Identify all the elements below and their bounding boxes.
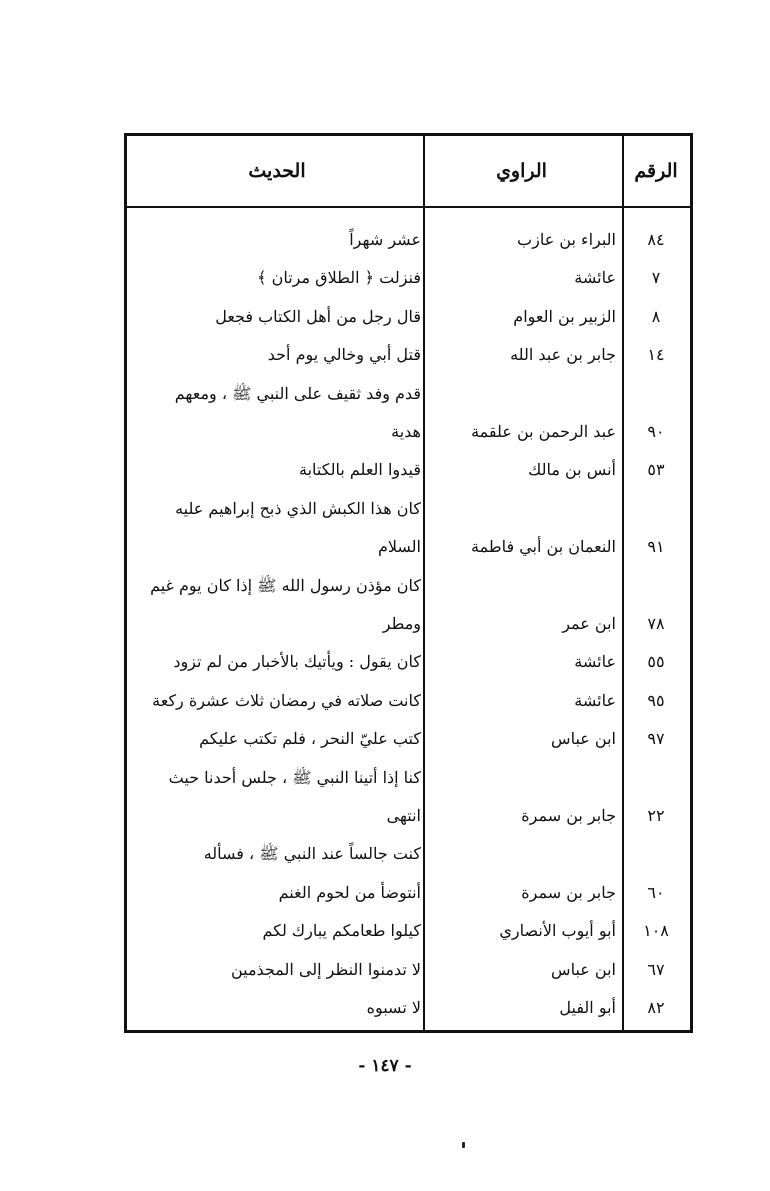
narrator-name: عائشة bbox=[574, 690, 616, 710]
hadith-number: ٩٧ bbox=[647, 729, 665, 749]
table-row bbox=[127, 835, 690, 873]
hadith-text: كانت صلاته في رمضان ثلاث عشرة ركعة bbox=[152, 690, 421, 710]
header-divider bbox=[127, 206, 690, 208]
hadith-number: ٥٣ bbox=[647, 460, 665, 480]
hadith-number bbox=[624, 490, 688, 528]
hadith-number bbox=[624, 759, 688, 797]
hadith-number: ٧٨ bbox=[647, 614, 665, 633]
table-row bbox=[127, 605, 690, 643]
table-row bbox=[127, 797, 690, 835]
hadith-number: ٥٥ bbox=[647, 652, 665, 672]
table-row bbox=[127, 259, 690, 297]
narrator-name: البراء بن عازب bbox=[517, 230, 616, 249]
narrator-name: أبو أيوب الأنصاري bbox=[499, 921, 616, 941]
hadith-text: كان هذا الكبش الذي ذبح إبراهيم عليه bbox=[175, 498, 421, 518]
table-row bbox=[127, 912, 690, 950]
narrator-name: ابن عباس bbox=[551, 729, 616, 749]
hadith-number: ٩٥ bbox=[647, 690, 665, 710]
table-row bbox=[127, 413, 690, 451]
hadith-text: كان مؤذن رسول الله ﷺ إذا كان يوم غيم bbox=[150, 575, 421, 595]
hadith-text: قدم وفد ثقيف على النبي ﷺ ، ومعهم bbox=[174, 383, 421, 403]
page-number: - ١٤٧ - bbox=[358, 1056, 412, 1076]
hadith-text: كيلوا طعامكم يبارك لكم bbox=[262, 921, 421, 941]
hadith-text: كنا إذا أتينا النبي ﷺ ، جلس أحدنا حيث bbox=[168, 767, 421, 787]
hadith-text: كان يقول : ويأتيك بالأخبار من لم تزود bbox=[173, 652, 421, 672]
hadith-text: انتهى bbox=[386, 806, 421, 825]
table-row bbox=[127, 720, 690, 758]
hadith-number: ٩١ bbox=[647, 537, 665, 557]
hadith-text: قال رجل من أهل الكتاب فجعل bbox=[215, 306, 421, 326]
hadith-number: ٢٢ bbox=[647, 806, 665, 825]
narrator-name: عائشة bbox=[574, 652, 616, 672]
narrator-name: جابر بن سمرة bbox=[521, 882, 616, 902]
hadith-number bbox=[624, 835, 688, 873]
table-row bbox=[127, 336, 690, 374]
hadith-text: فنزلت ﴿ الطلاق مرتان ﴾ bbox=[257, 268, 421, 288]
hadith-number: ١٤ bbox=[647, 345, 665, 365]
table-row bbox=[127, 528, 690, 566]
hadith-number: ٦٠ bbox=[647, 882, 665, 902]
header-narrator: الراوي bbox=[496, 160, 547, 182]
hadith-text: هدية bbox=[391, 422, 421, 441]
narrator-name: النعمان بن أبي فاطمة bbox=[471, 537, 616, 557]
hadith-number bbox=[624, 375, 688, 413]
narrator-name bbox=[425, 567, 618, 605]
hadith-number: ٩٠ bbox=[647, 422, 665, 441]
narrator-name bbox=[425, 375, 618, 413]
hadith-text: السلام bbox=[377, 537, 421, 557]
header-number: الرقم bbox=[634, 160, 678, 182]
hadith-number: ٨٢ bbox=[647, 998, 665, 1017]
hadith-text: قتل أبي وخالي يوم أحد bbox=[267, 345, 421, 365]
narrator-name: الزبير بن العوام bbox=[513, 306, 616, 326]
narrator-name: ابن عباس bbox=[551, 959, 616, 979]
table-row bbox=[127, 874, 690, 912]
hadith-text: لا تسبوه bbox=[366, 998, 421, 1017]
header-hadith: الحديث bbox=[248, 160, 306, 182]
hadith-text: كتب عليّ النحر ، فلم تكتب عليكم bbox=[199, 729, 421, 749]
narrator-name: عائشة bbox=[574, 268, 616, 288]
hadith-number: ٧ bbox=[651, 268, 661, 288]
hadith-text: كنت جالساً عند النبي ﷺ ، فسأله bbox=[203, 844, 421, 864]
narrator-name: ابن عمر bbox=[562, 614, 616, 633]
hadith-number: ٨٤ bbox=[647, 230, 665, 249]
narrator-name bbox=[425, 490, 618, 528]
hadith-number bbox=[624, 567, 688, 605]
table-row bbox=[127, 682, 690, 720]
hadith-text: ومطر bbox=[382, 614, 421, 633]
table-row bbox=[127, 451, 690, 489]
table-row bbox=[127, 567, 690, 605]
table-row bbox=[127, 989, 690, 1027]
table-row bbox=[127, 375, 690, 413]
narrator-name: أبو الفيل bbox=[559, 998, 616, 1017]
narrator-name: أنس بن مالك bbox=[528, 460, 616, 480]
narrator-name bbox=[425, 835, 618, 873]
table-row bbox=[127, 759, 690, 797]
hadith-number: ٨ bbox=[651, 306, 661, 326]
table-row bbox=[127, 643, 690, 681]
hadith-number: ٦٧ bbox=[647, 959, 665, 979]
hadith-text: عشر شهراً bbox=[349, 230, 421, 249]
table-row bbox=[127, 951, 690, 989]
table-row bbox=[127, 490, 690, 528]
narrator-name: جابر بن عبد الله bbox=[510, 345, 616, 365]
hadith-index-table bbox=[124, 133, 693, 1033]
hadith-text: أنتوضأ من لحوم الغنم bbox=[278, 882, 421, 902]
hadith-number: ١٠٨ bbox=[643, 921, 669, 941]
table-row bbox=[127, 221, 690, 259]
narrator-name: جابر بن سمرة bbox=[521, 806, 616, 825]
hadith-text: قيدوا العلم بالكتابة bbox=[299, 460, 421, 480]
ink-dot bbox=[462, 1142, 465, 1148]
table-row bbox=[127, 298, 690, 336]
narrator-name bbox=[425, 759, 618, 797]
hadith-text: لا تدمنوا النظر إلى المجذمين bbox=[230, 959, 421, 979]
narrator-name: عبد الرحمن بن علقمة bbox=[471, 422, 616, 441]
